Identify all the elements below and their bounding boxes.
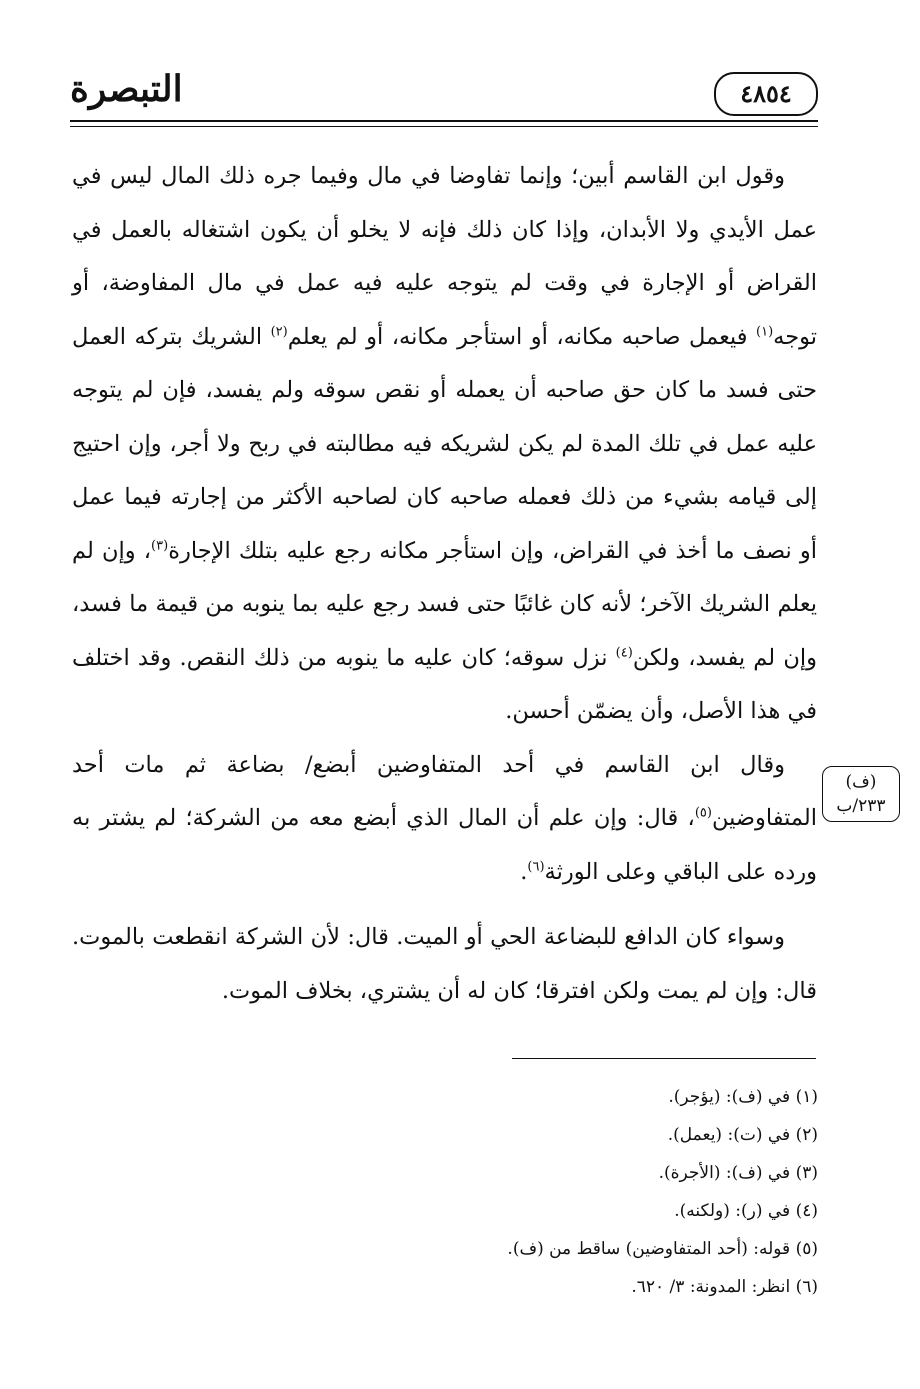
text-run: ، قال: وإن علم أن المال الذي أبضع معه من الشركة؛ لم يشتر به ورده على الباقي وعلى الورثة	[72, 805, 817, 885]
text-run: الشريك بتركه العمل حتى فسد ما كان حق صاحبه أن يعمله أو نقص سوقه ولم يفسد، فإن لم يتوجه عليه عمل في تلك المدة لم يكن لشريكه فيه مطالبته في ربح ولا أجر، وإن احتيج إلى قيامه بشيء من ذلك فعمله صاحبه كان لصاحبه الأكثر من إجارته فيما عمل أو نصف ما أخذ في القراض، وإن استأجر مكانه رجع عليه بتلك الإجارة	[72, 323, 817, 564]
footnote-reference: (١)	[756, 324, 774, 339]
footnote: (٢) في (ت): (يعمل).	[667, 1125, 818, 1145]
running-title: التبصرة	[70, 68, 183, 110]
footnote-reference: (٢)	[270, 324, 288, 339]
text-run: فيعمل صاحبه مكانه، أو استأجر مكانه، أو لم يعلم	[287, 323, 756, 350]
page-number: ٤٨٥٤	[714, 72, 818, 116]
body-text	[72, 150, 817, 1018]
footnote: (٥) قوله: (أحد المتفاوضين) ساقط من (ف).	[507, 1239, 818, 1259]
footnote-reference: (٤)	[615, 645, 633, 660]
footnote: (٤) في (ر): (ولكنه).	[674, 1201, 818, 1221]
footnote: (١) في (ف): (يؤجر).	[668, 1087, 818, 1107]
footnote: (٣) في (ف): (الأجرة).	[658, 1163, 818, 1183]
footnote-reference: (٦)	[527, 859, 545, 874]
margin-note-manuscript: (ف)	[845, 772, 877, 792]
margin-note-folio: ٢٣٣/ب	[836, 796, 886, 816]
text-run: وقول ابن القاسم أبين؛ وإنما تفاوضا في مال وفيما جره ذلك المال ليس في عمل الأيدي ولا الأبدان، وإذا كان ذلك فإنه لا يخلو أن يكون اشتغاله بالعمل في القراض أو الإجارة في وقت لم يتوجه عليه فيه عمل في مال المفاوضة، أو توجه	[72, 163, 817, 350]
body-paragraph	[72, 911, 817, 1018]
text-run: وقال ابن القاسم في أحد المتفاوضين أبضع/ بضاعة ثم مات أحد المتفاوضين	[72, 751, 817, 831]
footnote-reference: (٣)	[151, 538, 169, 553]
text-run: وسواء كان الدافع للبضاعة الحي أو الميت. قال: لأن الشركة انقطعت بالموت. قال: وإن لم يمت ولكن افترقا؛ كان له أن يشتري، بخلاف الموت.	[72, 924, 817, 1004]
header-rule	[70, 120, 818, 122]
text-run: .	[520, 858, 528, 885]
body-paragraph	[72, 739, 817, 900]
footnote-separator	[512, 1058, 816, 1059]
footnote: (٦) انظر: المدونة: ٣/ ٦٢٠.	[631, 1277, 818, 1297]
text-run: ، وإن لم يعلم الشريك الآخر؛ لأنه كان غائبًا حتى فسد رجع عليه بما ينوبه من قيمة ما فسد، وإن لم يفسد، ولكن	[72, 537, 817, 671]
margin-note	[822, 766, 900, 822]
text-run: نزل سوقه؛ كان عليه ما ينوبه من ذلك النقص. وقد اختلف في هذا الأصل، وأن يضمّن أحسن.	[72, 644, 817, 724]
body-paragraph	[72, 150, 817, 739]
header-rule-thin	[70, 126, 818, 127]
page-header	[70, 60, 818, 130]
footnote-reference: (٥)	[694, 805, 712, 821]
footnotes	[100, 1078, 818, 1306]
